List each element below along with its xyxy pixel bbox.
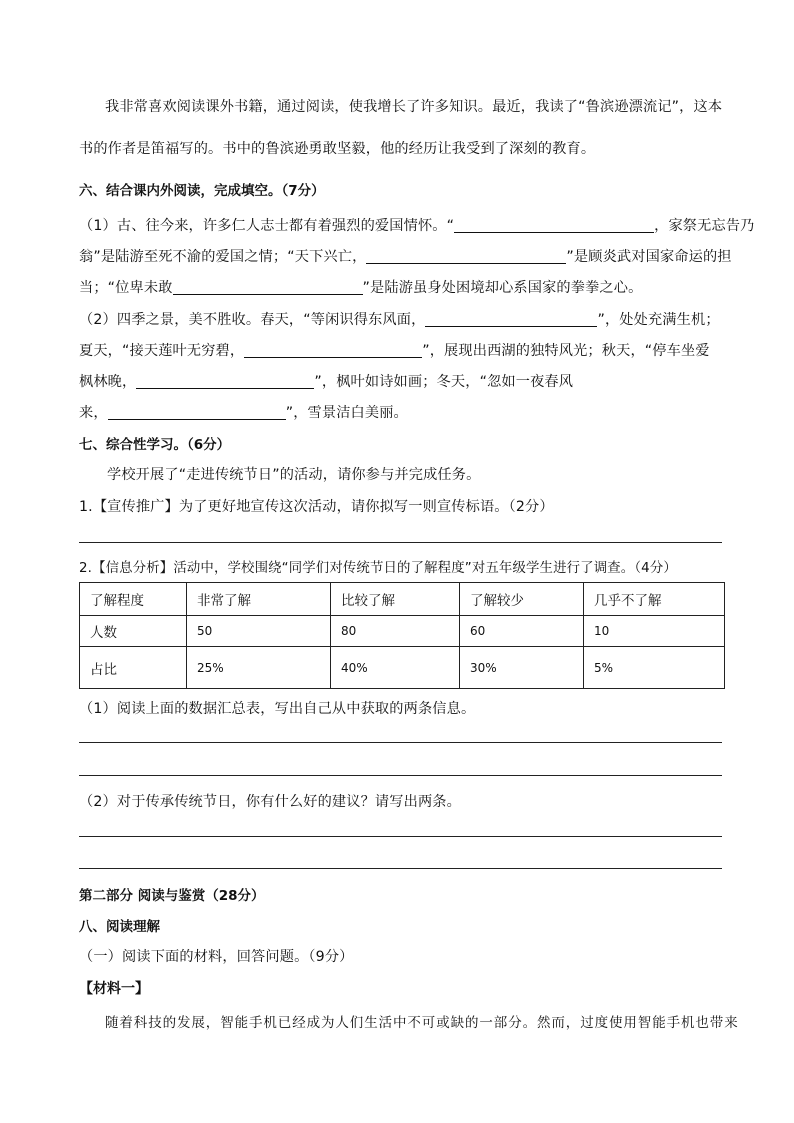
table-cell: 40% (331, 647, 460, 689)
q1-line-3 (79, 277, 642, 297)
section-8-heading: 八、阅读理解 (79, 919, 160, 935)
answer-blank[interactable] (173, 279, 363, 295)
table-cell: 50 (187, 616, 331, 647)
q2-l1-text-before: （2）四季之景，美不胜收。春天，“等闲识得东风面， (79, 312, 426, 328)
q1-l2-text-before: 翁”是陆游至死不渝的爱国之情；“天下兴亡， (79, 249, 367, 265)
task-1-prompt: 1.【宣传推广】为了更好地宣传这次活动，请你拟写一则宣传标语。（2分） (79, 499, 554, 515)
answer-line[interactable] (79, 742, 722, 743)
q2-l3-text-after: ”，枫叶如诗如画；冬天，“忽如一夜春风 (314, 374, 574, 390)
answer-line[interactable] (79, 868, 722, 869)
q2-l4-text-before: 来， (79, 405, 108, 421)
q1-line-1 (79, 215, 755, 235)
answer-blank[interactable] (366, 248, 566, 264)
answer-line[interactable] (79, 836, 722, 837)
table-row (80, 647, 725, 689)
table-header-cell: 非常了解 (187, 583, 331, 616)
table-cell: 80 (331, 616, 460, 647)
q2-l1-text-after: ”，处处充满生机； (597, 312, 720, 328)
reading-1-prompt: （一）阅读下面的材料，回答问题。（9分） (79, 949, 354, 965)
table-cell: 25% (187, 647, 331, 689)
q2-l2-text-after: ”，展现出西湖的独特风光；秋天，“停车坐爱 (422, 343, 710, 359)
q2-line-3 (79, 371, 573, 391)
task-2-prompt: 2.【信息分析】活动中，学校围绕“同学们对传统节日的了解程度”对五年级学生进行了调查。（4分） (79, 561, 677, 576)
sub-question-1: （1）阅读上面的数据汇总表，写出自己从中获取的两条信息。 (79, 701, 476, 717)
q1-l1-text-after: ，家祭无忘告乃 (654, 218, 755, 234)
q1-l3-text-before: 当；“位卑未敢 (79, 280, 173, 296)
answer-line[interactable] (79, 542, 722, 543)
table-cell: 10 (584, 616, 725, 647)
sub-question-2: （2）对于传承传统节日，你有什么好的建议？请写出两条。 (79, 794, 461, 810)
answer-blank[interactable] (108, 404, 286, 420)
table-cell: 30% (460, 647, 584, 689)
answer-blank[interactable] (136, 373, 314, 389)
q2-line-2 (79, 340, 710, 360)
table-header-row (80, 583, 725, 616)
answer-line[interactable] (79, 775, 722, 776)
table-cell: 占比 (80, 647, 187, 689)
q2-l2-text-before: 夏天，“接天莲叶无穷碧， (79, 343, 245, 359)
section-7-intro: 学校开展了“走进传统节日”的活动，请你参与并完成任务。 (107, 467, 481, 483)
table-cell: 人数 (80, 616, 187, 647)
q2-line-1 (79, 309, 720, 329)
q2-l4-text-after: ”，雪景洁白美丽。 (285, 405, 408, 421)
answer-blank[interactable] (244, 342, 422, 358)
answer-blank[interactable] (425, 311, 597, 327)
survey-table (79, 582, 725, 689)
q1-l3-text-after: ”是陆游虽身处困境却心系国家的拳拳之心。 (362, 280, 643, 296)
intro-line-2: 书的作者是笛福写的。书中的鲁滨逊勇敢坚毅，他的经历让我受到了深刻的教育。 (79, 141, 596, 157)
table-row (80, 616, 725, 647)
q2-line-4 (79, 402, 408, 422)
q1-line-2 (79, 246, 732, 266)
table-cell: 5% (584, 647, 725, 689)
answer-blank[interactable] (454, 217, 654, 233)
part-2-heading: 第二部分 阅读与鉴赏（28分） (79, 888, 265, 904)
table-header-cell: 比较了解 (331, 583, 460, 616)
q2-l3-text-before: 枫林晚， (79, 374, 137, 390)
section-7-heading: 七、综合性学习。（6分） (79, 437, 231, 453)
intro-line-1: 我非常喜欢阅读课外书籍，通过阅读，使我增长了许多知识。最近，我读了“鲁滨逊漂流记”，这本 (105, 99, 723, 115)
table-header-cell: 几乎不了解 (584, 583, 725, 616)
table-header-cell: 了解程度 (80, 583, 187, 616)
material-1-label: 【材料一】 (79, 981, 149, 997)
section-6-heading: 六、结合课内外阅读，完成填空。（7分） (79, 183, 325, 199)
table-header-cell: 了解较少 (460, 583, 584, 616)
material-1-text: 随着科技的发展，智能手机已经成为人们生活中不可或缺的一部分。然而，过度使用智能手机也带来 (105, 1015, 739, 1031)
q1-l1-text-before: （1）古、往今来，许多仁人志士都有着强烈的爱国情怀。“ (79, 218, 455, 234)
table-cell: 60 (460, 616, 584, 647)
q1-l2-text-after: ”是顾炎武对国家命运的担 (566, 249, 732, 265)
